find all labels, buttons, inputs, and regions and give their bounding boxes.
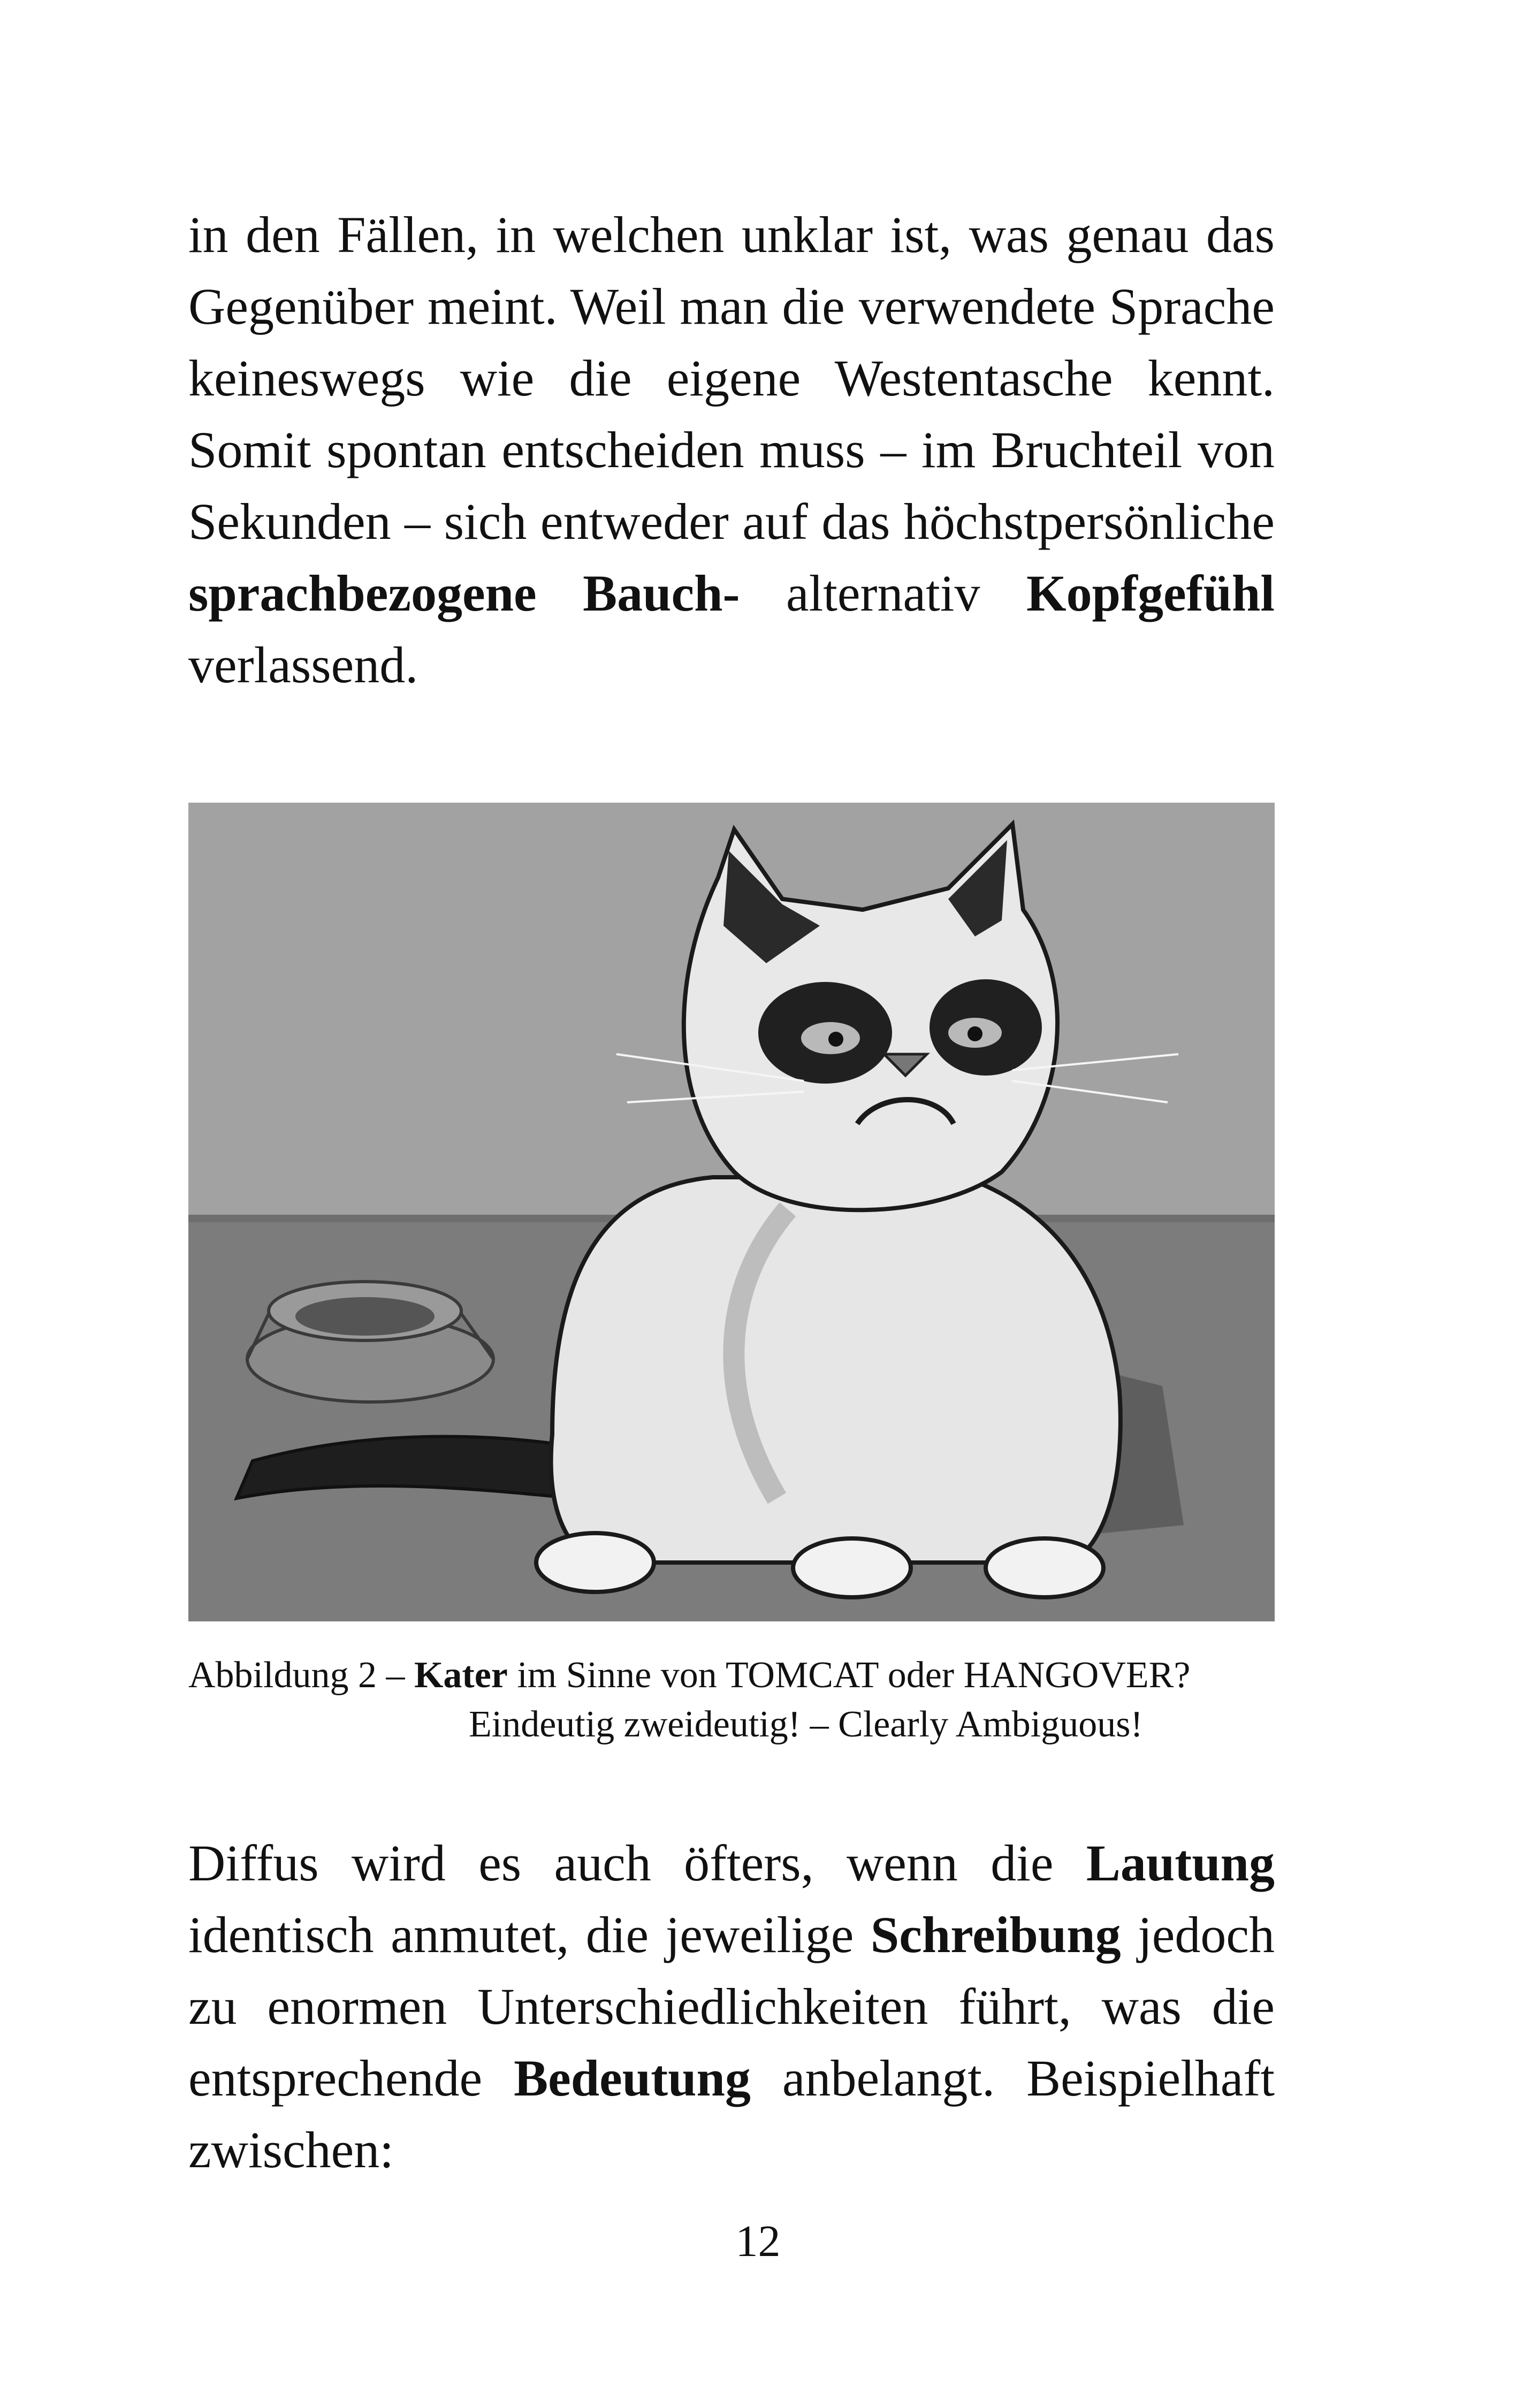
bold-term: Kopfgefühl	[1026, 565, 1275, 622]
text-run: verlassend.	[188, 636, 418, 694]
body-paragraph-1	[188, 199, 1275, 701]
caption-prefix: Abbildung 2 –	[188, 1655, 414, 1696]
caption-line-2: Eindeutig zweideutig! – Clearly Ambiguous!	[469, 1704, 1143, 1745]
text-run: anbelangt. Beispielhaft zwischen:	[188, 2049, 1275, 2178]
body-paragraph-2	[188, 1827, 1275, 2186]
page-number: 12	[735, 2216, 781, 2266]
cat-illustration	[188, 803, 1275, 1621]
bold-term: Lautung	[1086, 1834, 1275, 1892]
text-run: Diffus wird es auch öfters, wenn die	[188, 1834, 1086, 1892]
caption-rest: im Sinne von TOMCAT oder HANGOVER?	[507, 1655, 1191, 1696]
text-run: jedoch zu enormen Unterschiedlichkeiten führt, was die entsprechende	[188, 1906, 1275, 2107]
text-run: identisch anmutet, die jeweilige	[188, 1906, 871, 1963]
caption-bold: Kater	[414, 1655, 508, 1696]
text-run: alternativ	[740, 565, 1026, 622]
bold-term: Schreibung	[870, 1906, 1121, 1963]
bold-term: Bedeutung	[514, 2049, 751, 2107]
figure-caption	[188, 1651, 1275, 1749]
bold-term: sprachbezogene Bauch-	[188, 565, 740, 622]
text-run: in den Fällen, in welchen unklar ist, was genau das Gegenüber meint. Weil man die verwendete Sprache keineswegs wie die eigene Westentasche kennt. Somit spontan entscheiden muss – im Bruchteil von Sekunden – sich entweder auf das höchstpersönliche	[188, 206, 1275, 550]
